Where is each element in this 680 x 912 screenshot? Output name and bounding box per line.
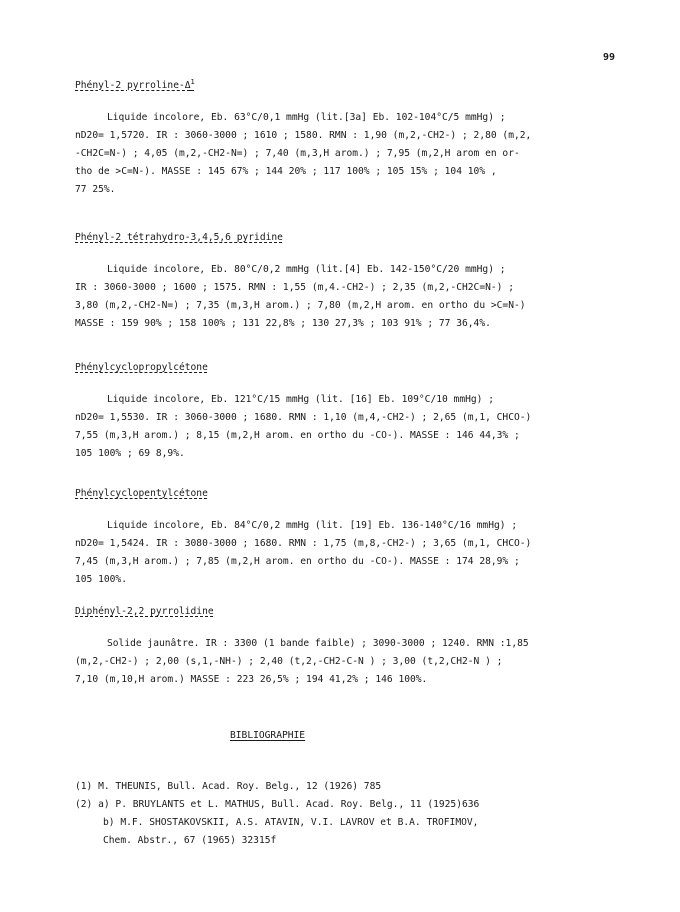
section-heading: Phényl-2 tétrahydro-3,4,5,6 pyridine <box>75 232 283 243</box>
section-paragraph <box>75 109 615 199</box>
reference-item: (1) M. THEUNIS, Bull. Acad. Roy. Belg., 12 (1926) 785 <box>75 781 382 792</box>
text-line: Liquide incolore, Eb. 121°C/15 mmHg (lit. [16] Eb. 109°C/10 mmHg) ; <box>107 394 494 405</box>
text-line: Liquide incolore, Eb. 84°C/0,2 mmHg (lit. [19] Eb. 136-140°C/16 mmHg) ; <box>107 520 518 531</box>
text-line: nD20= 1,5720. IR : 3060-3000 ; 1610 ; 1580. RMN : 1,90 (m,2,-CH2-) ; 2,80 (m,2, <box>75 130 532 142</box>
text-line: IR : 3060-3000 ; 1600 ; 1575. RMN : 1,55 (m,4.-CH2-) ; 2,35 (m,2,-CH2C=N-) ; <box>75 282 514 293</box>
text-line: Solide jaunâtre. IR : 3300 (1 bande faible) ; 3090-3000 ; 1240. RMN :1,85 <box>107 638 529 649</box>
reference-item: b) M.F. SHOSTAKOVSKII, A.S. ATAVIN, V.I. LAVROV et B.A. TROFIMOV, <box>103 817 479 828</box>
text-line: -CH2C=N-) ; 4,05 (m,2,-CH2-N=) ; 7,40 (m,3,H arom.) ; 7,95 (m,2,H arom en or- <box>75 148 520 160</box>
section-paragraph <box>75 261 615 333</box>
section-heading: Phényl-2 pyrroline-$\Delta^1$ <box>75 78 195 92</box>
reference-item: (2) a) P. BRUYLANTS et L. MATHUS, Bull. Acad. Roy. Belg., 11 (1925)636 <box>75 799 480 810</box>
text-line: MASSE : 159 90% ; 158 100% ; 131 22,8% ; 130 27,3% ; 103 91% ; 77 36,4%. <box>75 318 491 329</box>
section-paragraph <box>75 635 615 689</box>
text-line: nD20= 1,5530. IR : 3060-3000 ; 1680. RMN : 1,10 (m,4,-CH2-) ; 2,65 (m,1, CHCO-) <box>75 412 532 423</box>
reference-item: Chem. Abstr., 67 (1965) 32315f <box>103 835 277 846</box>
text-line: tho de >C=N-). MASSE : 145 67% ; 144 20% ; 117 100% ; 105 15% ; 104 10% , <box>75 166 497 178</box>
section-diphenyl-pyrrolidine <box>75 606 615 689</box>
text-line: Liquide incolore, Eb. 80°C/0,2 mmHg (lit.[4] Eb. 142-150°C/20 mmHg) ; <box>107 264 506 275</box>
text-line: Liquide incolore, Eb. 63°C/0,1 mmHg (lit.[3a] Eb. 102-104°C/5 mmHg) ; <box>107 112 506 124</box>
text-line: 105 100% ; 69 8,9%. <box>75 448 185 459</box>
bibliography-title: BIBLIOGRAPHIE <box>230 730 306 741</box>
text-line: 77 25%. <box>75 184 116 196</box>
section-phenylcyclopentylcetone <box>75 488 615 589</box>
section-heading: Diphényl-2,2 pyrrolidine <box>75 606 214 617</box>
text-line: 105 100%. <box>75 574 127 585</box>
bibliography-list <box>75 778 635 850</box>
text-line: 3,80 (m,2,-CH2-N=) ; 7,35 (m,3,H arom.) ; 7,80 (m,2,H arom. en ortho du >C=N-) <box>75 300 526 311</box>
section-paragraph <box>75 391 615 463</box>
section-heading: Phénylcyclopentylcétone <box>75 488 208 499</box>
text-line: 7,55 (m,3,H arom.) ; 8,15 (m,2,H arom. en ortho du -CO-). MASSE : 146 44,3% ; <box>75 430 520 441</box>
section-heading: Phénylcyclopropylcétone <box>75 362 208 373</box>
section-phenylcyclopropylcetone <box>75 362 615 463</box>
text-line: 7,45 (m,3,H arom.) ; 7,85 (m,2,H arom. en ortho du -CO-). MASSE : 174 28,9% ; <box>75 556 520 567</box>
text-line: (m,2,-CH2-) ; 2,00 (s,1,-NH-) ; 2,40 (t,2,-CH2-C-N ) ; 3,00 (t,2,CH2-N ) ; <box>75 656 503 667</box>
section-phenyl-pyrroline <box>75 78 615 199</box>
text-line: nD20= 1,5424. IR : 3080-3000 ; 1680. RMN : 1,75 (m,8,-CH2-) ; 3,65 (m,1, CHCO-) <box>75 538 532 549</box>
text-line: 7,10 (m,10,H arom.) MASSE : 223 26,5% ; 194 41,2% ; 146 100%. <box>75 674 428 685</box>
section-paragraph <box>75 517 615 589</box>
page-number: 99 <box>603 52 616 63</box>
section-phenyl-tetrahydropyridine <box>75 232 615 333</box>
